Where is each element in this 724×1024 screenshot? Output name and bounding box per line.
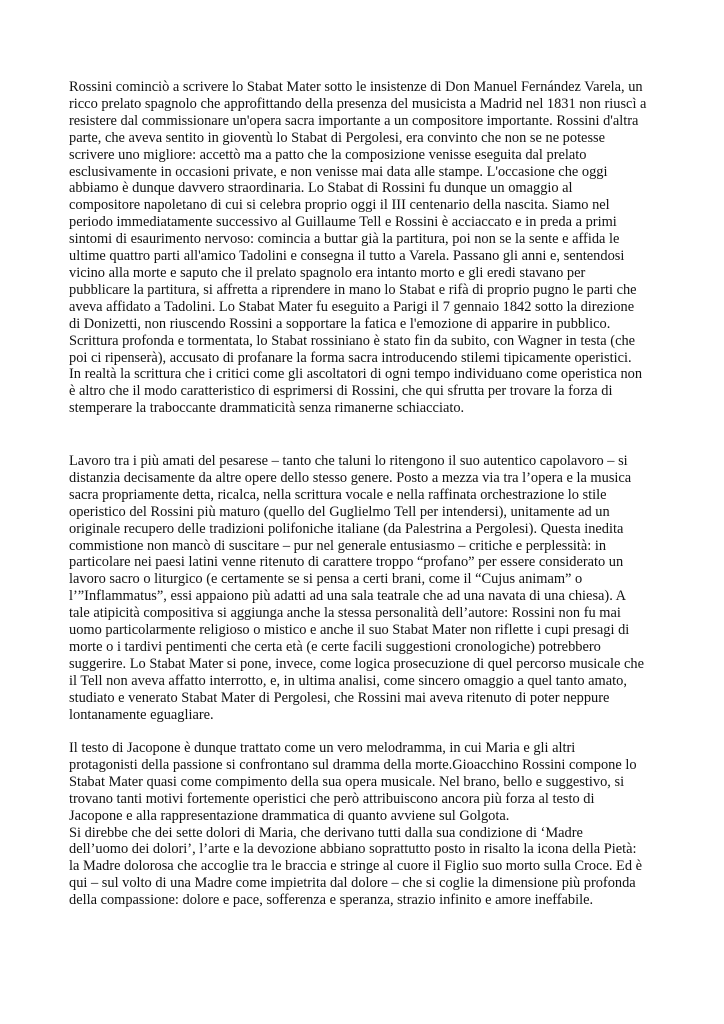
text-line: morte o i tardivi pentimenti che certa età (e certe facili suggestioni cronologiche) potrebbero <box>69 638 601 655</box>
text-line: lontanamente eguagliare. <box>69 706 214 723</box>
text-line: studiato e venerato Stabat Mater di Pergolesi, che Rossini mai aveva ritenuto di poter neppure <box>69 689 610 706</box>
text-line: Il testo di Jacopone è dunque trattato come un vero melodramma, in cui Maria e gli altri <box>69 740 576 756</box>
text-line: Stabat Mater quasi come compimento della sua opera musicale. Nel brano, bello e suggestivo, si <box>69 773 625 790</box>
text-line: resistere dal commissionare un'opera sacra importante a un compositore importante. Rossini d'altra <box>69 112 639 129</box>
text-line: la Madre dolorosa che accoglie tra le braccia e stringe al cuore il Figlio suo morto sulla Croce. Ed è <box>69 858 643 875</box>
text-line: l’”Inflammatus”, essi appaiono più adatti ad una sala teatrale che ad una navata di una chiesa). A <box>69 588 627 605</box>
text-line: della compassione: dolore e pace, sofferenza e speranza, strazio infinito e amore ineffabile. <box>69 892 594 909</box>
text-line: operistico del Rossini più maturo (quello del Guglielmo Tell per intendersi), unitamente ad un <box>69 503 610 520</box>
text-line: il Tell non aveva affatto interrotto, e, in ultima analisi, come sincero omaggio a quel tanto amato, <box>69 672 627 689</box>
text-line: tale atipicità compositiva si aggiunga anche la stessa personalità dell’autore: Rossini non fu mai <box>69 605 621 622</box>
text-line: di Donizetti, non riuscendo Rossini a sopportare la fatica e l'emozione di apparire in pubblico. <box>69 315 611 332</box>
text-line: periodo immediatamente successivo al Guillaume Tell e Rossini è acciaccato e in preda a primi <box>69 214 617 231</box>
text-line: parte, che aveva sentito in gioventù lo Stabat di Pergolesi, era convinto che non se ne potesse <box>69 129 606 146</box>
text-line: dell’uomo dei dolori’, l’arte e la devozione abbiano soprattutto posto in risalto la icona della Pietà: <box>69 841 637 858</box>
text-line: esclusivamente in occasioni private, e non venisse mai data alle stampe. L'occasione che oggi <box>69 163 608 180</box>
text-line: ricco prelato spagnolo che approfittando della presenza del musicista a Madrid nel 1831 non riuscì a <box>69 95 647 112</box>
paragraph-stabat-analysis <box>69 453 661 724</box>
paragraph-jacopone-text <box>69 740 661 909</box>
text-line: trovano tanti motivi fortemente operistici che però attribuiscono ancora più forza al testo di <box>69 790 595 807</box>
text-line: Rossini cominciò a scrivere lo Stabat Mater sotto le insistenze di Don Manuel Fernández Varela, un <box>69 79 643 95</box>
text-line: uomo particolarmente religioso o mistico e anche il suo Stabat Mater non riflette i cupi presagi di <box>69 622 630 639</box>
text-line: Lavoro tra i più amati del pesarese – tanto che taluni lo ritengono il suo autentico capolavoro – si <box>69 453 628 469</box>
text-line: qui – sul volto di una Madre come impietrita dal dolore – che si coglie la dimensione più profonda <box>69 875 636 892</box>
text-line: suggerire. Lo Stabat Mater si pone, invece, come logica prosecuzione di quel percorso musicale che <box>69 655 645 672</box>
text-line: lavoro sacro o liturgico (e certamente se si pensa a certi brani, come il “Cujus animam” o <box>69 571 583 588</box>
text-line: protagonisti della passione si confrontano sul dramma della morte.Gioacchino Rossini compone lo <box>69 756 637 773</box>
text-line: stemperare la traboccante drammaticità senza rimanerne schiacciato. <box>69 400 465 417</box>
text-line: sacra propriamente detta, ricalca, nella scrittura vocale e nella raffinata orchestrazione lo stile <box>69 486 607 503</box>
text-line: In realtà la scrittura che i critici come gli ascoltatori di ogni tempo individuano come operistica non <box>69 366 643 383</box>
text-line: Jacopone e alla rappresentazione drammatica di quanto avviene sul Golgota. <box>69 807 510 824</box>
text-line: sintomi di esaurimento nervoso: comincia a buttar già la partitura, poi non se la sente e affida le <box>69 231 620 248</box>
text-line: vicino alla morte e saputo che il prelato spagnolo era intanto morto e gli eredi stavano per <box>69 264 586 281</box>
text-line: commistione non mancò di suscitare – pur nel generale entusiasmo – critiche e perplessità: in <box>69 537 607 554</box>
paragraph-stabat-history <box>69 79 661 417</box>
text-line: compositore napoletano di cui si celebra proprio oggi il III centenario della nascita. Siamo nel <box>69 197 610 214</box>
text-line: particolare nei paesi latini venne ritenuto di carattere troppo “profano” per essere considerato un <box>69 554 624 571</box>
text-line: scrivere uno migliore: accettò ma a patto che la composizione venisse eseguita dal prelato <box>69 146 587 163</box>
text-line: Si direbbe che dei sette dolori di Maria, che derivano tutti dalla sua condizione di ‘Madre <box>69 824 583 841</box>
text-line: originale recupero delle tradizioni polifoniche italiane (da Palestrina a Pergolesi). Questa inedita <box>69 520 624 537</box>
text-line: distanzia decisamente da altre opere dello stesso genere. Posto a mezza via tra l’opera e la musica <box>69 469 632 486</box>
text-line: aveva affidato a Tadolini. Lo Stabat Mater fu eseguito a Parigi il 7 gennaio 1842 sotto la direzione <box>69 298 635 315</box>
text-line: ultime quattro parti all'amico Tadolini e consegna il tutto a Varela. Passano gli anni e, sentendosi <box>69 248 625 265</box>
text-line: è altro che il modo caratteristico di esprimersi di Rossini, che qui sfrutta per trovare la forza di <box>69 383 613 400</box>
text-line: poi ci ripenserà), accusato di profanare la forma sacra introducendo stilemi tipicamente operistici. <box>69 349 632 366</box>
text-line: pubblicare la partitura, si affretta a riprendere in mano lo Stabat e rifà di proprio pugno le parti che <box>69 281 637 298</box>
text-line: Scrittura profonda e tormentata, lo Stabat rossiniano è stato fin da subito, con Wagner in testa (che <box>69 332 636 349</box>
text-line: abbiamo è dunque davvero straordinaria. Lo Stabat di Rossini fu dunque un omaggio al <box>69 180 573 197</box>
